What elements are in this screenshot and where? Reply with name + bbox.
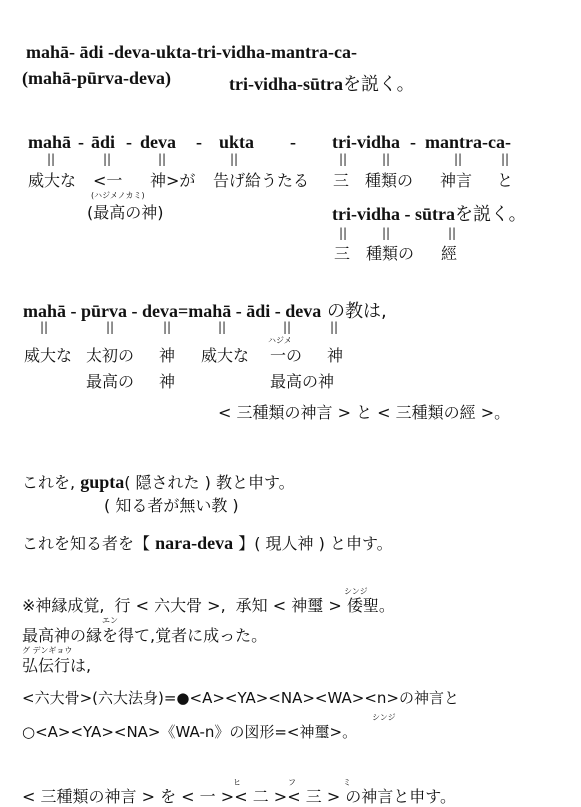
s3-gloss-taisho: 太初の — [86, 346, 135, 365]
ruby-en: エン — [102, 616, 118, 625]
equals-mark: || — [40, 320, 49, 334]
s5-end: >。 — [329, 723, 358, 741]
s6-mi: 三 — [305, 787, 322, 806]
s2-gloss-san: 三 — [333, 171, 350, 190]
s4-gupta-line — [22, 473, 295, 491]
s5-guden: 弘伝行 — [22, 656, 71, 675]
s2-word-mantra: mantra-ca- — [425, 132, 511, 152]
s3-gloss-idai: 威大な — [24, 346, 73, 365]
s2-gloss-hajime: <一 — [93, 171, 123, 190]
sanskrit-line-2-paren: (mahā-pūrva-deva) — [22, 68, 171, 88]
s2-word-ukta: ukta — [219, 132, 255, 152]
equals-mark: || — [283, 320, 292, 334]
sutra-term: tri-vidha - sūtra — [332, 204, 455, 224]
equals-mark: || — [163, 320, 172, 334]
s3-summary: < 三種類の神言 > と < 三種類の經 >。 — [218, 403, 511, 422]
equals-mark: || — [158, 152, 167, 166]
s2-gloss-tsugetamau: 告げ給うたる — [213, 171, 310, 190]
equals-mark: || — [454, 152, 463, 166]
ruby-fu: フ — [288, 778, 296, 787]
sanskrit-line-2-right — [229, 75, 415, 94]
s3-gloss-kami: 神 — [159, 346, 176, 365]
s5-shinen: ※神縁成覚, — [22, 596, 105, 615]
s2-gloss-shurui: 種類の — [365, 171, 414, 190]
ruby-hi: ヒ — [233, 778, 241, 787]
s4-gupta: gupta — [80, 472, 125, 492]
s6-fu: 二 — [252, 787, 269, 806]
s5-ha: は, — [70, 656, 92, 675]
s2-gloss-shurui-2: 種類の — [366, 244, 415, 263]
equals-mark: || — [382, 152, 391, 166]
s2-gloss-kami: 神>が — [150, 171, 196, 190]
sutra-suffix: を説く。 — [455, 204, 527, 225]
s3-gloss-saiko: 最高の — [86, 372, 135, 391]
s3-suffix: の教は, — [327, 301, 387, 322]
ruby-guden: グ デンギョウ — [22, 646, 73, 655]
s2-gloss-idai: 威大な — [28, 171, 77, 190]
s3-gloss-kami-2: 神 — [327, 346, 344, 365]
ruby-hajime: ハジメ — [268, 336, 292, 345]
s4-naradeva: nara-deva — [155, 533, 234, 553]
s3-title-line — [23, 302, 387, 321]
s3-gloss-kami-3: 神 — [159, 372, 176, 391]
ruby-hajime-no-kami: (ハジメノカミ) — [91, 191, 145, 200]
sanskrit-line-1: mahā- ādi -deva-ukta-tri-vidha-mantra-ca- — [26, 42, 357, 62]
ruby-mi: ミ — [343, 778, 351, 787]
s5-zukei: ○<A><YA><NA>《WA-n》の図形=< — [22, 723, 300, 741]
s2-word-deva: deva — [140, 132, 176, 152]
s2-word-trividha: tri-vidha — [332, 132, 401, 152]
s2-sutra-line — [332, 205, 527, 224]
equals-mark: || — [448, 226, 457, 240]
s2-gloss-san-2: 三 — [334, 244, 351, 263]
s5-line-4: <六大骨>(六大法身)=●<A><YA><NA><WA><n>の神言と — [22, 689, 459, 707]
s2-dash: - — [78, 132, 84, 152]
s6-sep: >< — [273, 787, 301, 806]
s2-word-adi: ādi — [91, 132, 116, 152]
s5-line-3 — [22, 658, 91, 674]
s4-naradeva-line — [22, 534, 393, 552]
s3-gloss-ichi-no: 一の — [270, 346, 303, 365]
s4-kore-wo: これを, — [22, 473, 76, 492]
equals-mark: || — [47, 152, 56, 166]
equals-mark: || — [382, 226, 391, 240]
equals-mark: || — [501, 152, 510, 166]
s6-hi: 一 — [199, 787, 216, 806]
equals-mark: || — [106, 320, 115, 334]
equals-mark: || — [230, 152, 239, 166]
s2-saiko-no-kami: (最高の神) — [87, 203, 164, 222]
equals-mark: || — [330, 320, 339, 334]
ruby-shinji-2: シンジ — [372, 713, 396, 722]
sutra-term: tri-vidha-sūtra — [229, 74, 343, 94]
sutra-suffix: を説く。 — [343, 74, 415, 95]
s4-kakusareta: ( 隠された ) 教と申す。 — [124, 473, 295, 492]
s2-gloss-to: と — [497, 171, 514, 190]
equals-mark: || — [103, 152, 112, 166]
s5-line-1 — [22, 598, 395, 614]
s3-gloss-idai-2: 威大な — [201, 346, 250, 365]
s3-gloss-saiko-no-kami: 最高の神 — [270, 372, 335, 391]
s3-sanskrit: mahā - pūrva - deva=mahā - ādi - deva — [23, 301, 322, 321]
s2-gloss-shingon: 神言 — [440, 171, 473, 190]
s5-line-2: 最高神の縁を得て,覚者に成った。 — [22, 626, 268, 645]
s2-dash: - — [196, 132, 202, 152]
s2-gloss-kyo: 經 — [441, 244, 458, 263]
s4-kore-wo-shiru: これを知る者を【 — [22, 534, 151, 553]
s4-arahitogami: 】( 現人神 ) と申す。 — [238, 534, 393, 553]
s5-gyo: 行 < 六大骨 >, — [114, 596, 226, 615]
s5-shinji: 神璽 — [291, 596, 324, 615]
equals-mark: || — [339, 152, 348, 166]
ruby-shinji: シンジ — [344, 587, 368, 596]
s4-shirumono: ( 知る者が無い教 ) — [104, 496, 239, 515]
s5-shochi: 承知 < — [235, 596, 287, 615]
s2-dash: - — [290, 132, 296, 152]
s2-dash: - — [410, 132, 416, 152]
s5-line-5 — [22, 725, 357, 740]
s2-word-maha: mahā — [28, 132, 72, 152]
s2-dash: - — [126, 132, 132, 152]
s5-waseijin: > 倭聖。 — [328, 596, 395, 615]
s6-end: > の神言と申す。 — [326, 787, 457, 806]
s6-sep: >< — [220, 787, 248, 806]
s6-line — [22, 789, 456, 805]
equals-mark: || — [339, 226, 348, 240]
s5-shinji-2: 神璽 — [299, 723, 330, 741]
s6-intro: < 三種類の神言 > を < — [22, 787, 195, 806]
equals-mark: || — [218, 320, 227, 334]
